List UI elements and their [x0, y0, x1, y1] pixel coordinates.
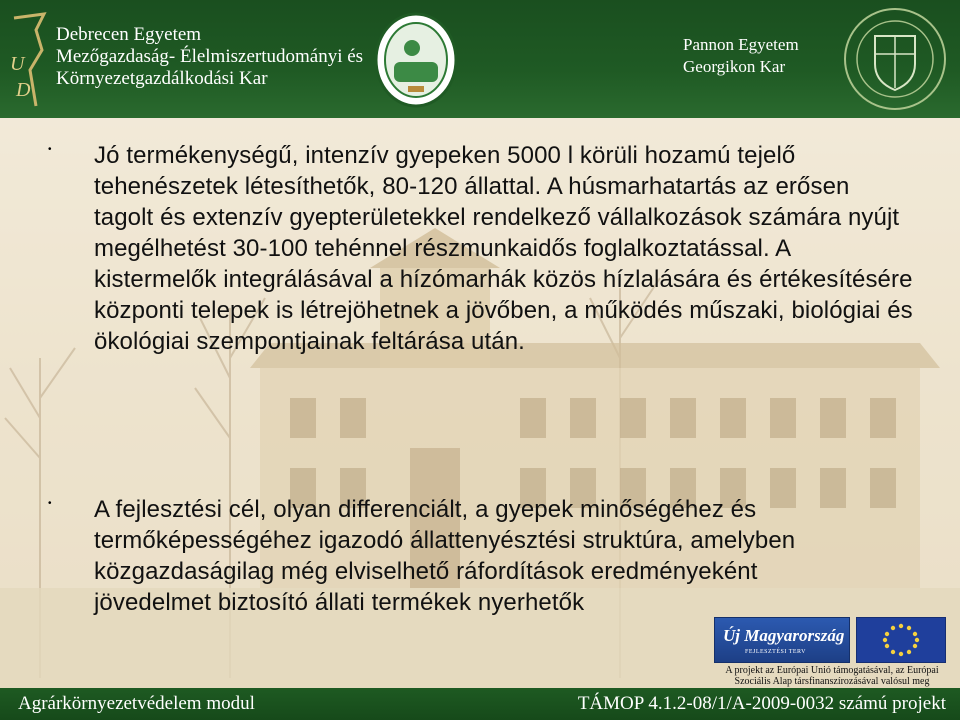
footer-bar — [0, 688, 960, 720]
title-line-1: Debrecen Egyetem — [56, 24, 202, 45]
bullet-icon: • — [48, 498, 52, 509]
title-line-3: Környezetgazdálkodási Kar — [56, 68, 268, 89]
paragraph-2: A fejlesztési cél, olyan differenciált, a gyepek minőségéhez és termőképességéhez igazodó állattenyésztési struktúra, amelyben közgazdaságilag még elviselhető ráfordítások eredményeként jövedelmet biztosító állati termékek nyerhetők — [94, 496, 796, 616]
uj-magyarorszag-text: Új Magyarország — [723, 626, 845, 645]
funding-logos — [714, 617, 946, 663]
project-number: TÁMOP 4.1.2-08/1/A-2009-0032 számú projekt — [577, 693, 946, 714]
svg-text:U: U — [10, 53, 25, 75]
funding-note: A projekt az Európai Unió támogatásával, az Európai Szociális Alap társfinanszírozásával valósul meg — [725, 665, 939, 687]
paragraph-1: Jó termékenységű, intenzív gyepeken 5000 l körüli hozamú tejelő tehenészetek létesíthetők, 80-120 állattal. A húsmarhatartás az erősen tagolt és extenzív gyepterületekkel rendelkező vállalkozások számára nyújt megélhetést 30-100 tehénnel részmunkaidős foglalkoztatással. A kistermelők integrálásával a hízómarhák közös hízlalására és értékesítésére központi telepek is létrejöhetnek a jövőben, a működés műszaki, biológiai és ökológiai szempontjainak feltárása után. — [94, 142, 913, 355]
pannon-line-2: Georgikon Kar — [683, 57, 786, 76]
svg-text:D: D — [16, 79, 31, 101]
eu-flag-icon — [856, 617, 946, 663]
module-name: Agrárkörnyezetvédelem modul — [18, 693, 255, 714]
title-line-2: Mezőgazdaság- Élelmiszertudományi és — [56, 46, 364, 67]
uj-magyarorszag-logo — [714, 617, 850, 663]
bullet-icon: • — [48, 144, 52, 155]
uj-magyarorszag-subtext: FEJLESZTÉSI TERV — [745, 649, 806, 655]
pannon-line-1: Pannon Egyetem — [683, 35, 799, 54]
